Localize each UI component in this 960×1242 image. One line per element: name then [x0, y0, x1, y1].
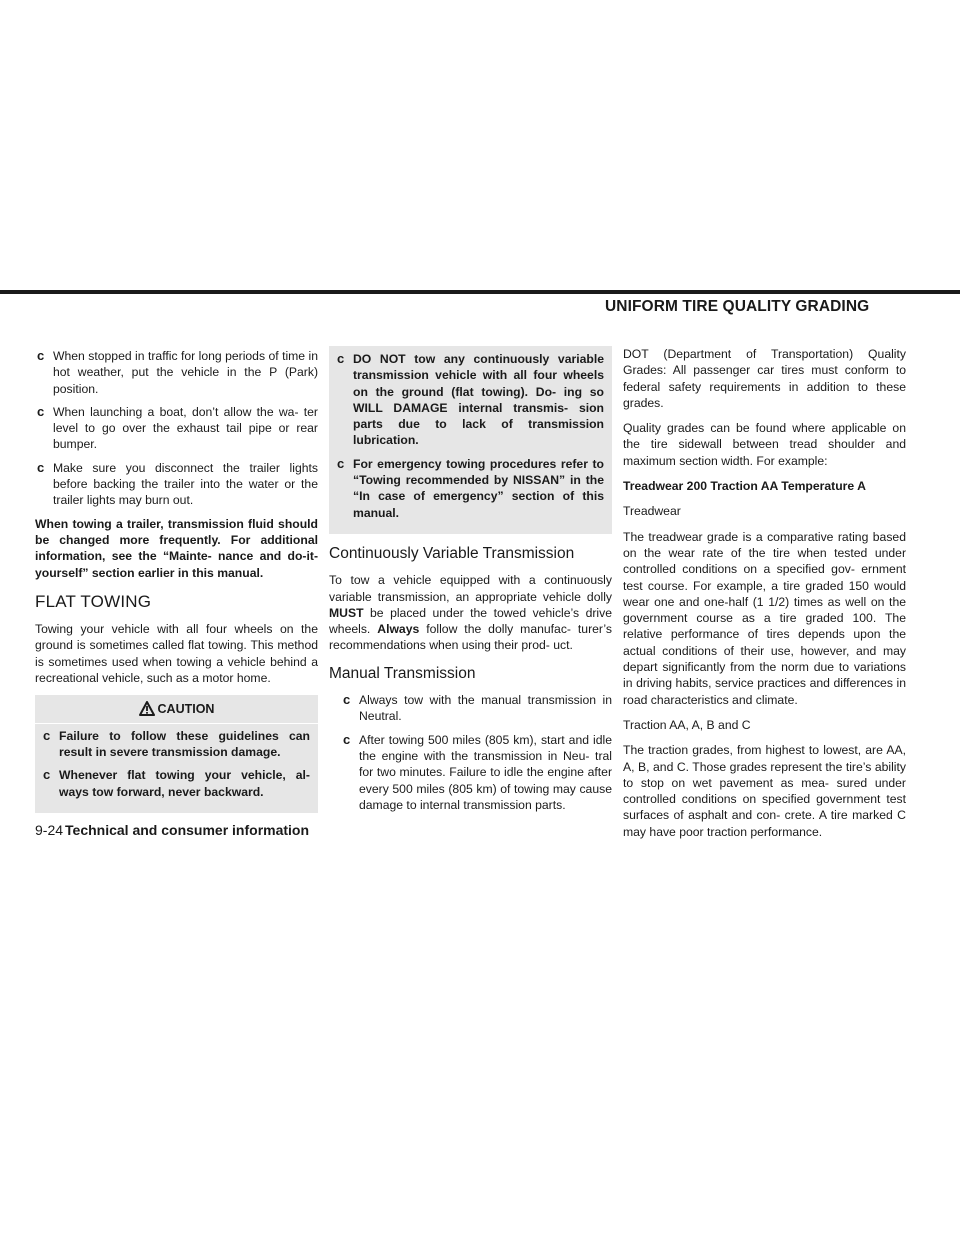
- cvt-paragraph: To tow a vehicle equipped with a continuously variable transmission, an appropriate vehicle dolly MUST be placed under the towed vehicle’s drive wheels. Always follow the dolly manufac- turer’s recommendations when using their prod- uct.: [329, 573, 613, 653]
- bullet-mark: c: [37, 403, 45, 419]
- list-item: c When launching a boat, don’t allow the wa- ter level to go over the exhaust tail pipe or rear bumper.: [37, 403, 318, 452]
- transmission-fluid-note: When towing a trailer, transmission fluid should be changed more frequently. For additional information, see the “Mainte- nance and do-it-yourself” section earlier in this manual.: [35, 516, 318, 580]
- bullet-mark: c: [337, 351, 345, 366]
- cvt-heading: Continuously Variable Transmission: [329, 544, 575, 562]
- caution-item: c Failure to follow these guidelines can result in severe transmission damage.: [43, 727, 310, 759]
- list-item: c After towing 500 miles (805 km), start and idle the engine with the transmission in Neu- tral for two minutes. Failure to idle the engine after every 500 miles (805 km) of towing may cause damage to internal transmission parts.: [343, 731, 612, 812]
- page-footer: [35, 822, 309, 838]
- treadwear-label: Treadwear: [623, 504, 681, 519]
- treadwear-paragraph: The treadwear grade is a comparative rating based on the wear rate of the tire when tested under controlled conditions on a specified gov- ernment test course. For example, a tire graded 150 would wear one and one-half (1 1/2) times as well on the government course as a tire graded 100. The relative performance of tires depends upon the actual conditions of their use, however, and may depart significantly from the norm due to variations in driving habits, service practices and differences in road characteristics and climate.: [623, 529, 906, 707]
- caution-item: c Whenever flat towing your vehicle, al- ways tow forward, never backward.: [43, 767, 310, 799]
- bullet-mark: c: [343, 692, 351, 708]
- bullet-mark: c: [343, 731, 351, 747]
- manual-transmission-heading: Manual Transmission: [329, 664, 476, 682]
- column-3: [623, 346, 906, 849]
- list-item: c When stopped in traffic for long periods of time in hot weather, put the vehicle in the P (Park) position.: [37, 348, 318, 396]
- caution-item: c DO NOT tow any continuously variable transmission vehicle with all four wheels on the ground (flat towing). Do- ing so WILL DAMAGE internal transmis- sion parts due to lack of transmission lubrication.: [337, 351, 604, 448]
- grade-example: Treadwear 200 Traction AA Temperature A: [623, 479, 866, 494]
- caution-label: CAUTION: [157, 702, 215, 717]
- list-item: c Make sure you disconnect the trailer lights before backing the trailer into the water or the trailer lights may burn out.: [37, 459, 318, 508]
- flat-towing-heading: FLAT TOWING: [35, 591, 152, 611]
- warning-icon: [139, 701, 155, 716]
- bullet-mark: c: [43, 727, 51, 743]
- column-1: [35, 348, 318, 813]
- section-title: UNIFORM TIRE QUALITY GRADING: [605, 298, 870, 315]
- bullet-mark: c: [337, 455, 345, 471]
- traction-label: Traction AA, A, B and C: [623, 717, 751, 732]
- traction-paragraph: The traction grades, from highest to lowest, are AA, A, B, and C. Those grades represent the tire’s ability to stop on wet pavement as mea- sured under controlled conditions on specified government test surfaces of asphalt and con- crete. A tire marked C may have poor traction performance.: [623, 743, 906, 839]
- caution-header: [35, 695, 318, 722]
- page-number: 9-24: [35, 822, 64, 838]
- header-rule: [0, 290, 960, 294]
- bullet-mark: c: [37, 348, 45, 363]
- list-item: c Always tow with the manual transmission in Neutral.: [343, 692, 612, 724]
- caution-item: c For emergency towing procedures refer to “Towing recommended by NISSAN” in the “In case of emergency” section of this manual.: [337, 455, 604, 520]
- column-2: [329, 346, 612, 820]
- flat-towing-paragraph: Towing your vehicle with all four wheels on the ground is sometimes called flat towing. This method is sometimes used when towing a vehicle behind a recreational vehicle, such as a motor home.: [35, 622, 318, 686]
- grades-location-paragraph: Quality grades can be found where applicable on the tire sidewall between tread shoulder and maximum section width. For example:: [623, 421, 906, 468]
- caution-box-continued: [329, 346, 612, 534]
- bullet-mark: c: [37, 459, 45, 475]
- dot-grades-paragraph: DOT (Department of Transportation) Quality Grades: All passenger car tires must conform to federal safety requirements in addition to these grades.: [623, 347, 906, 410]
- footer-title: Technical and consumer information: [65, 822, 310, 838]
- bullet-mark: c: [43, 767, 51, 783]
- caution-box: [35, 724, 318, 813]
